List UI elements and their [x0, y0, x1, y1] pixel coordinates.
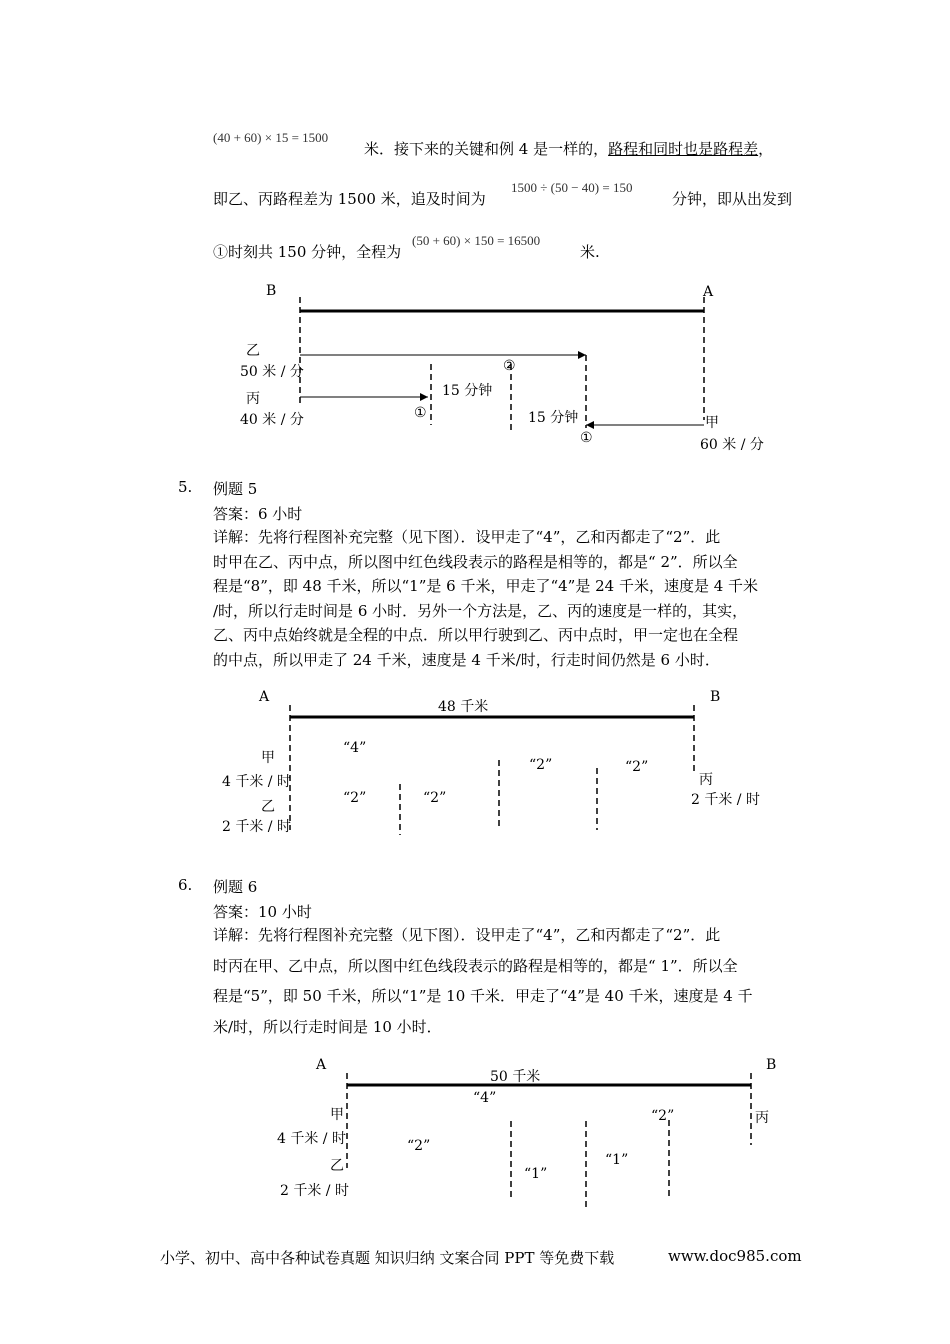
- marker-2: ②: [503, 358, 516, 374]
- segment-label: “2”: [407, 1138, 431, 1154]
- text-segment: 米．接下来的关键和例 4 是一样的，: [364, 140, 609, 158]
- paragraph-line: 米.: [580, 243, 600, 261]
- point-label-a: A: [703, 284, 714, 300]
- total-distance: 50 千米: [490, 1069, 541, 1085]
- underlined-text: 路程和同时也是路程差: [608, 140, 759, 158]
- total-distance: 48 千米: [438, 699, 489, 715]
- label-jia: 甲: [261, 750, 275, 766]
- explanation-line: 程是“8”，即 48 千米，所以“1”是 6 千米，甲走了“4”是 24 千米，速度是 4 千米: [213, 577, 759, 595]
- label-bing: 丙: [246, 391, 260, 407]
- segment-label: “2”: [423, 790, 447, 806]
- marker-1: ①: [414, 405, 427, 421]
- explanation-line: 时甲在乙、丙中点，所以图中红色线段表示的路程是相等的，都是“ 2”．所以全: [213, 553, 738, 571]
- label-bing: 丙: [699, 772, 713, 788]
- segment-label: “4”: [473, 1090, 497, 1106]
- formula-chase-time: 1500 ÷ (50 − 40) = 150: [511, 180, 633, 195]
- answer: 答案：6 小时: [213, 505, 303, 523]
- speed-yi: 2 千米 / 时: [280, 1183, 349, 1199]
- explanation-line: 乙、丙中点始终就是全程的中点．所以甲行驶到乙、丙中点时，甲一定也在全程: [213, 626, 739, 644]
- explanation-line: 的中点，所以甲走了 24 千米，速度是 4 千米/时，行走时间仍然是 6 小时．: [213, 651, 720, 669]
- item-title: 例题 6: [213, 878, 258, 896]
- label-yi: 乙: [261, 799, 275, 815]
- answer: 答案：10 小时: [213, 903, 312, 921]
- label-bing: 丙: [755, 1110, 769, 1126]
- segment-label: “4”: [343, 740, 367, 756]
- speed-jia: 4 千米 / 时: [277, 1131, 346, 1147]
- speed-bing: 2 千米 / 时: [691, 792, 760, 808]
- explanation-line: 详解：先将行程图补充完整（见下图）．设甲走了“4”，乙和丙都走了“2”．此: [213, 528, 721, 546]
- text-segment: ，: [758, 140, 774, 158]
- explanation-line: 时丙在甲、乙中点，所以图中红色线段表示的路程是相等的，都是“ 1”．所以全: [213, 957, 738, 975]
- label-yi: 乙: [246, 343, 260, 359]
- speed-yi: 50 米 / 分: [240, 364, 304, 380]
- formula-whole-distance: (50 + 60) × 150 = 16500: [412, 233, 541, 248]
- label-15-minutes: 15 分钟: [442, 383, 493, 399]
- explanation-line: 详解：先将行程图补充完整（见下图）．设甲走了“4”，乙和丙都走了“2”．此: [213, 926, 721, 944]
- point-label-a: A: [316, 1057, 327, 1073]
- label-yi: 乙: [330, 1158, 344, 1174]
- label-jia: 甲: [705, 415, 719, 431]
- label-jia: 甲: [330, 1107, 344, 1123]
- segment-label: “2”: [651, 1108, 675, 1124]
- paragraph-line: ①时刻共 150 分钟，全程为: [213, 243, 402, 261]
- point-label-b: B: [766, 1057, 777, 1073]
- footer-text: 小学、初中、高中各种试卷真题 知识归纳 文案合同 PPT 等免费下载: [160, 1249, 615, 1267]
- speed-bing: 40 米 / 分: [240, 412, 304, 428]
- point-label-b: B: [266, 283, 277, 299]
- explanation-line: 米/时，所以行走时间是 10 小时．: [213, 1018, 442, 1036]
- marker-1: ①: [580, 430, 593, 446]
- formula-total-distance: (40 + 60) × 15 = 1500: [213, 130, 329, 145]
- item-title: 例题 5: [213, 480, 258, 498]
- item-number: 5.: [178, 478, 193, 496]
- segment-label: “1”: [524, 1166, 548, 1182]
- item-number: 6.: [178, 876, 193, 894]
- point-label-a: A: [259, 689, 270, 705]
- speed-jia: 4 千米 / 时: [222, 774, 291, 790]
- segment-label: “2”: [529, 757, 553, 773]
- segment-label: “1”: [605, 1152, 629, 1168]
- speed-jia: 60 米 / 分: [700, 437, 764, 453]
- segment-label: “2”: [343, 790, 367, 806]
- label-15-minutes: 15 分钟: [528, 410, 579, 426]
- explanation-line: 程是“5”，即 50 千米，所以“1”是 10 千米．甲走了“4”是 40 千米，速度是 4 千: [213, 987, 753, 1005]
- paragraph-line: 即乙、丙路程差为 1500 米，追及时间为: [213, 190, 486, 208]
- segment-label: “2”: [625, 759, 649, 775]
- explanation-line: /时，所以行走时间是 6 小时．另外一个方法是，乙、丙的速度是一样的，其实，: [213, 602, 748, 620]
- footer-link[interactable]: www.doc985.com: [668, 1247, 802, 1265]
- speed-yi: 2 千米 / 时: [222, 819, 291, 835]
- point-label-b: B: [710, 689, 721, 705]
- paragraph-line: 分钟，即从出发到: [672, 190, 793, 208]
